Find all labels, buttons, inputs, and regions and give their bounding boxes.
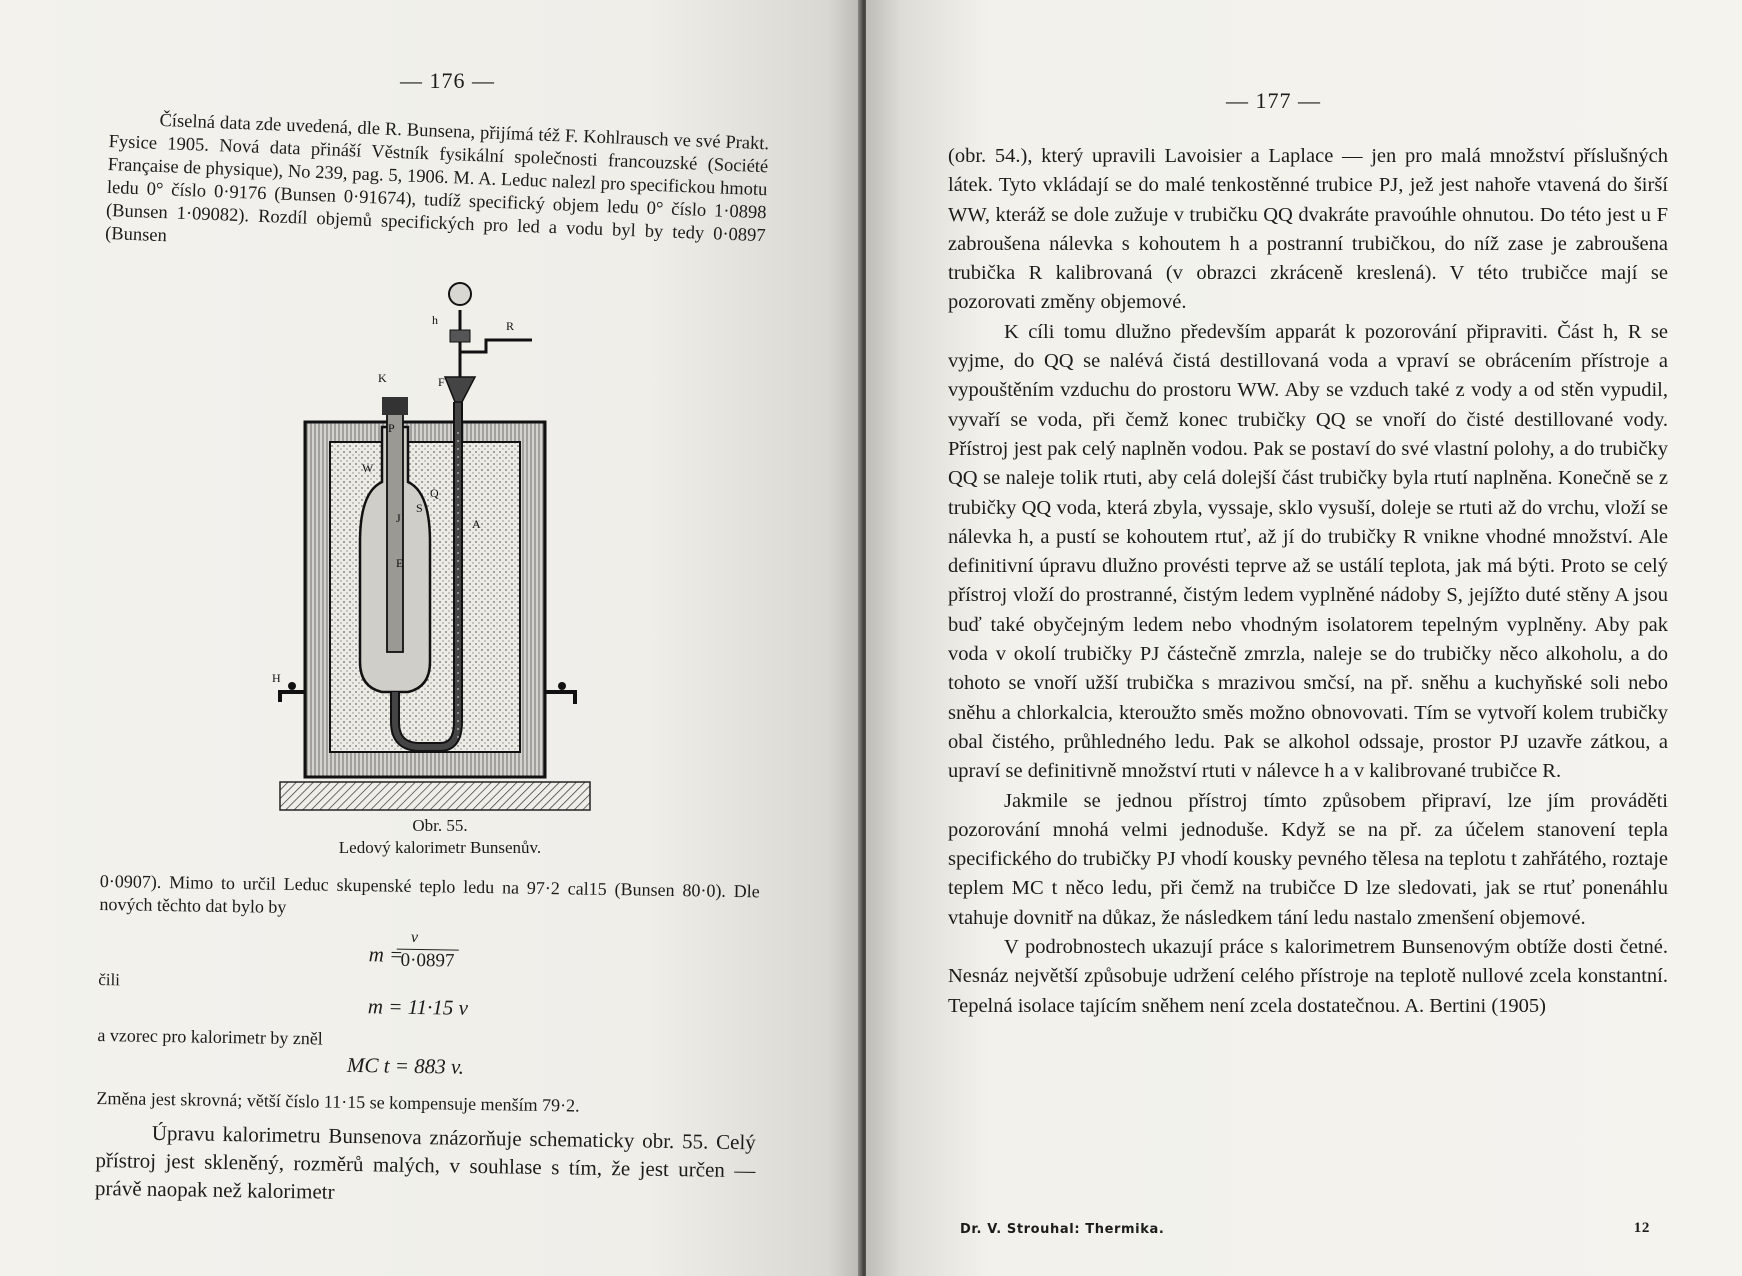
left-lower-text: [95, 870, 760, 1212]
label-J: J: [396, 511, 401, 525]
caption-title: Ledový kalorimetr Bunsenův.: [338, 838, 542, 857]
page-footer: [960, 1222, 1670, 1237]
formula1-den: 0·0897: [396, 949, 458, 973]
zmena-text: Změna jest skrovná; větší číslo 11·15 se kompensuje menším 79·2.: [96, 1087, 580, 1116]
calorimeter-figure: [270, 282, 600, 822]
label-E: E: [396, 556, 404, 570]
formula-m-v: [99, 930, 759, 974]
caption-number: Obr. 55.: [412, 816, 468, 835]
formula2-text: m = 11·15 v: [367, 994, 469, 1020]
vzorec-text: a vzorec pro kalorimetr by zněl: [97, 1024, 323, 1049]
label-Q: Q: [430, 486, 439, 500]
cili-text: čili: [98, 969, 121, 990]
formula1-lhs: m =: [368, 942, 404, 967]
footnote-block: [105, 108, 770, 271]
left-page-number: — 176 —: [400, 68, 495, 93]
label-H: H: [272, 671, 281, 685]
figure-caption: [290, 815, 590, 859]
right-body: [948, 142, 1668, 1021]
paragraph-4: V podrobnostech ukazují práce s kalorimetrem Bunsenovým obtíže dosti četné. Nesnáz největší způsobuje udržení celého přístroje na teplotě nullové zcela konstantní. Tepelná isolace tajícím sněhem není zcela dostatečnou. A. Bertini (1905): [948, 936, 1668, 1017]
label-W: W: [362, 461, 374, 475]
paragraph-1: (obr. 54.), který upravili Lavoisier a Laplace — jen pro malá množství příslušných látek. Tyto vkládají se do malé tenkostěnné trubice PJ, jež jest nahoře vtavená do širší WW, kteráž se dole zužuje v trubičku QQ dvakráte pravoúhle ohnutou. Do této jest u F zabroušena nálevka s kohoutem h a postranní trubičkou, do níž zase je zabroušena trubička R kalibrovaná (v obrazci zkráceně kreslená). V této trubičce mají se pozorovati změny objemové.: [948, 145, 1668, 314]
signature-mark: 12: [1633, 1220, 1650, 1236]
upravu-paragraph: Úpravu kalorimetru Bunsenova znázorňuje schematicky obr. 55. Celý přístroj jest skleněný, rozměrů malých, v souhlase s tím, že jest určen — právě naopak než kalorimetr: [94, 1120, 756, 1204]
label-F: F: [438, 375, 445, 389]
label-A: A: [472, 517, 481, 531]
footer-author: Dr. V. Strouhal: Thermika.: [960, 1222, 1165, 1237]
label-h: h: [432, 313, 438, 327]
label-P: P: [388, 421, 395, 435]
right-page: [866, 0, 1742, 1276]
paragraph-2: K cíli tomu dlužno především apparát k pozorování připraviti. Část h, R se vyjme, do QQ se nalévá čistá destillovaná voda a vpraví se obrácením přístroje a vypouštěním vzduchu do prostoru WW. Aby se vzduch také z vody a od stěn vypudil, vyvaří se voda, při čemž konec trubičky QQ se vnoří do čisté destillované vody. Přístroj jest pak celý naplněn vodou. Pak se postaví do své vlastní polohy, a do trubičky QQ se naleje tolik rtuti, aby celá dolejší část trubičky byla rtutí naplněna. Konečně se z trubičky QQ voda, která zbyla, vyssaje, sklo vysuší, doleje se rtuti až do vrchu, vloží se nálevka h, a pustí se kohoutem rtuť, až jí do trubičky R vnikne vhodné množství. Ale definitivní úpravu dlužno provésti teprve až se ustálí teplota, jak má býti. Proto se celý přístroj vloží do prostranné, čistým ledem vyplněné nádoby S, jejížto duté stěny A jsou buď také obyčejným ledem nebo vhodným isolatorem tepelným vyplněny. Aby pak voda v okolí trubičky PJ částečně zmrzla, naleje se do trubičky něco alkoholu, a do tohoto se vnoří užší trubička s mrazivou smčsí, na př. sněhu a kuchyňské soli nebo sněhu a chlorkalcia, kteroužto směs možno obnovovati. Tím se vytvoří kolem trubičky obal čistého, průhledného ledu. Pak se alkohol odssaje, prostor PJ uzavře zátkou, a upraví se definitivně množství rtuti v nálevce h a v kalibrované trubičce R.: [948, 320, 1668, 783]
left-page: [0, 0, 862, 1276]
footnote-text: Číselná data zde uvedená, dle R. Bunsena, přijímá též F. Kohlrausch ve své Prakt. Fysice 1905. Nová data přináší Věstník fysikální společnosti francouzské (Société Française de physique), No 239, pag. 5, 1906. M. A. Leduc nalezl pro specifickou hmotu ledu 0° číslo 0·9176 (Bunsen 0·91674), tudíž specifický objem ledu 0° číslo 1·0898 (Bunsen 1·09082). Rozdíl objemů specifických pro led a vodu byl by tedy 0·0897 (Bunsen: [104, 110, 770, 247]
right-page-number: — 177 —: [1226, 88, 1321, 113]
continuation-text: 0·0907). Mimo to určil Leduc skupenské teplo ledu na 97·2 cal15 (Bunsen 80·0). Dle nových těchto dat bylo by: [99, 870, 760, 917]
label-K: K: [378, 371, 387, 385]
label-S: S: [416, 501, 423, 515]
formula1-num: v: [410, 928, 419, 947]
formula3-text: MC t = 883 v.: [346, 1052, 465, 1079]
label-R: R: [506, 319, 515, 333]
paragraph-3: Jakmile se jednou přístroj tímto způsobem připraví, lze jím prováděti pozorování mnohá velmi jednoduše. Když se na př. za účelem stanovení tepla specifického do trubičky PJ vhodí kousky pevného tělesa na teplotu t zahřátého, roztaje teplem MC t něco ledu, při čemž na trubičce D lze sledovati, jak se rtuť ponenáhlu vtahuje dovnitř na důkaz, že následkem tání ledu nastalo zmenšení objemové.: [948, 789, 1668, 929]
